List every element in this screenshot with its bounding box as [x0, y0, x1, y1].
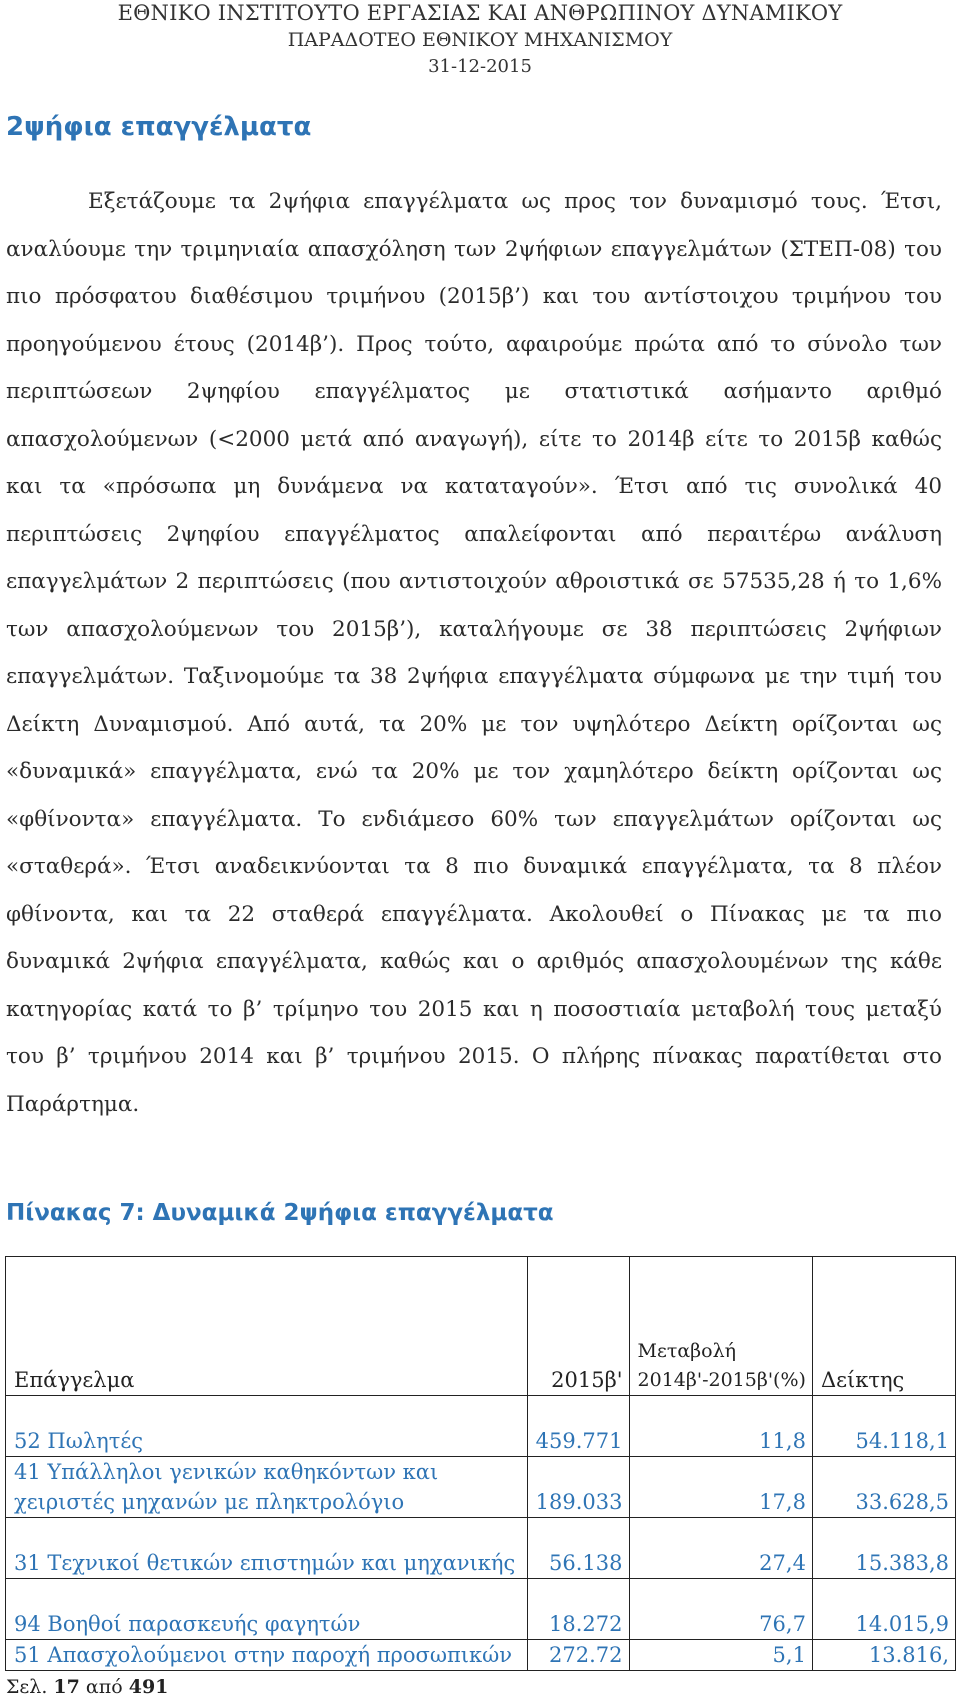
occupation-cell: 51 Απασχολούμενοι στην παροχή προσωπικών: [6, 1640, 528, 1671]
employment-cell: 18.272: [527, 1579, 629, 1640]
occupation-cell: 52 Πωλητές: [6, 1396, 528, 1457]
body-paragraph: Εξετάζουμε τα 2ψήφια επαγγέλματα ως προς τον δυναμισμό τους. Έτσι, αναλύουμε την τριμηνιαία απασχόληση των 2ψήφιων επαγγελμάτων (ΣΤΕΠ-08) του πιο πρόσφατου διαθέσιμου τριμήνου (2015β’) και του αντίστοιχου τριμήνου του προηγούμενου έτους (2014β’). Προς τούτο, αφαιρούμε πρώτα από το σύνολο των περιπτώσεων 2ψηφίου επαγγέλματος με στατιστικά ασήμαντο αριθμό απασχολούμενων (<2000 μετά από αναγωγή), είτε το 2014β είτε το 2015β καθώς και τα «πρόσωπα μη δυνάμενα να καταταγούν». Έτσι από τις συνολικά 40 περιπτώσεις 2ψηφίου επαγγέλματος απαλείφονται από περαιτέρω ανάλυση επαγγελμάτων 2 περιπτώσεις (που αντιστοιχούν αθροιστικά σε 57535,28 ή το 1,6% των απασχολούμενων του 2015β’), καταλήγουμε σε 38 περιπτώσεις 2ψήφιων επαγγελμάτων. Ταξινομούμε τα 38 2ψήφια επαγγέλματα σύμφωνα με την τιμή του Δείκτη Δυναμισμού. Από αυτά, τα 20% με τον υψηλότερο Δείκτη ορίζονται ως «δυναμικά» επαγγέλματα, ενώ τα 20% με τον χαμηλότερο δείκτη ορίζονται ως «φθίνοντα» επαγγέλματα. Το ενδιάμεσο 60% των επαγγελμάτων ορίζονται ως «σταθερά». Έτσι αναδεικνύονται τα 8 πιο δυναμικά επαγγέλματα, τα 8 πλέον φθίνοντα, και τα 22 σταθερά επαγγέλματα. Ακολουθεί ο Πίνακας με τα πιο δυναμικά 2ψήφια επαγγέλματα, καθώς και ο αριθμός απασχολουμένων της κάθε κατηγορίας κατά το β’ τρίμηνο του 2015 και η ποσοστιαία μεταβολή τους μεταξύ του β’ τριμήνου 2014 και β’ τριμήνου 2015. Ο πλήρης πίνακας παρατίθεται στο Παράρτημα.: [6, 189, 942, 1117]
table-row: [6, 1640, 956, 1671]
change-cell: 11,8: [629, 1396, 812, 1457]
employment-cell: 189.033: [527, 1457, 629, 1518]
employment-cell: 459.771: [527, 1396, 629, 1457]
deliverable-title: ΠΑΡΑΔΟΤΕΟ ΕΘΝΙΚΟΥ ΜΗΧΑΝΙΣΜΟΥ: [287, 29, 673, 51]
table-row: [6, 1457, 956, 1518]
occupation-cell: 31 Τεχνικοί θετικών επιστημών και μηχανικής: [6, 1518, 528, 1579]
header-2015: 2015β': [527, 1257, 629, 1396]
institute-name: ΕΘΝΙΚΟ ΙΝΣΤΙΤΟΥΤΟ ΕΡΓΑΣΙΑΣ ΚΑΙ ΑΝΘΡΩΠΙΝΟΥ ΔΥΝΑΜΙΚΟΥ: [117, 1, 843, 25]
employment-cell: 56.138: [527, 1518, 629, 1579]
page-of-label: από: [85, 1676, 123, 1698]
change-cell: 17,8: [629, 1457, 812, 1518]
table-row: [6, 1518, 956, 1579]
section-title: 2ψήφια επαγγέλματα: [6, 112, 312, 142]
occupation-cell: 94 Βοηθοί παρασκευής φαγητών: [6, 1579, 528, 1640]
dynamic-occupations-table: [5, 1256, 956, 1671]
document-header: [0, 0, 960, 80]
page-label: Σελ.: [6, 1676, 48, 1698]
index-cell: 15.383,8: [812, 1518, 955, 1579]
document-date: 31-12-2015: [428, 56, 532, 77]
change-cell: 5,1: [629, 1640, 812, 1671]
page-total: 491: [128, 1676, 169, 1698]
index-cell: 14.015,9: [812, 1579, 955, 1640]
table-row: [6, 1579, 956, 1640]
index-cell: 54.118,1: [812, 1396, 955, 1457]
header-occupation: Επάγγελμα: [6, 1257, 528, 1396]
header-index: Δείκτης: [812, 1257, 955, 1396]
change-cell: 27,4: [629, 1518, 812, 1579]
table-row: [6, 1396, 956, 1457]
employment-cell: 272.72: [527, 1640, 629, 1671]
index-cell: 13.816,: [812, 1640, 955, 1671]
header-change: Μεταβολή 2014β'-2015β'(%): [629, 1257, 812, 1396]
page-number: 17: [53, 1676, 80, 1698]
index-cell: 33.628,5: [812, 1457, 955, 1518]
table-title: Πίνακας 7: Δυναμικά 2ψήφια επαγγέλματα: [6, 1200, 554, 1226]
table-header-row: [6, 1257, 956, 1396]
page-footer: [6, 1676, 168, 1698]
occupation-cell: 41 Υπάλληλοι γενικών καθηκόντων και χειριστές μηχανών με πληκτρολόγιο: [6, 1457, 528, 1518]
change-cell: 76,7: [629, 1579, 812, 1640]
